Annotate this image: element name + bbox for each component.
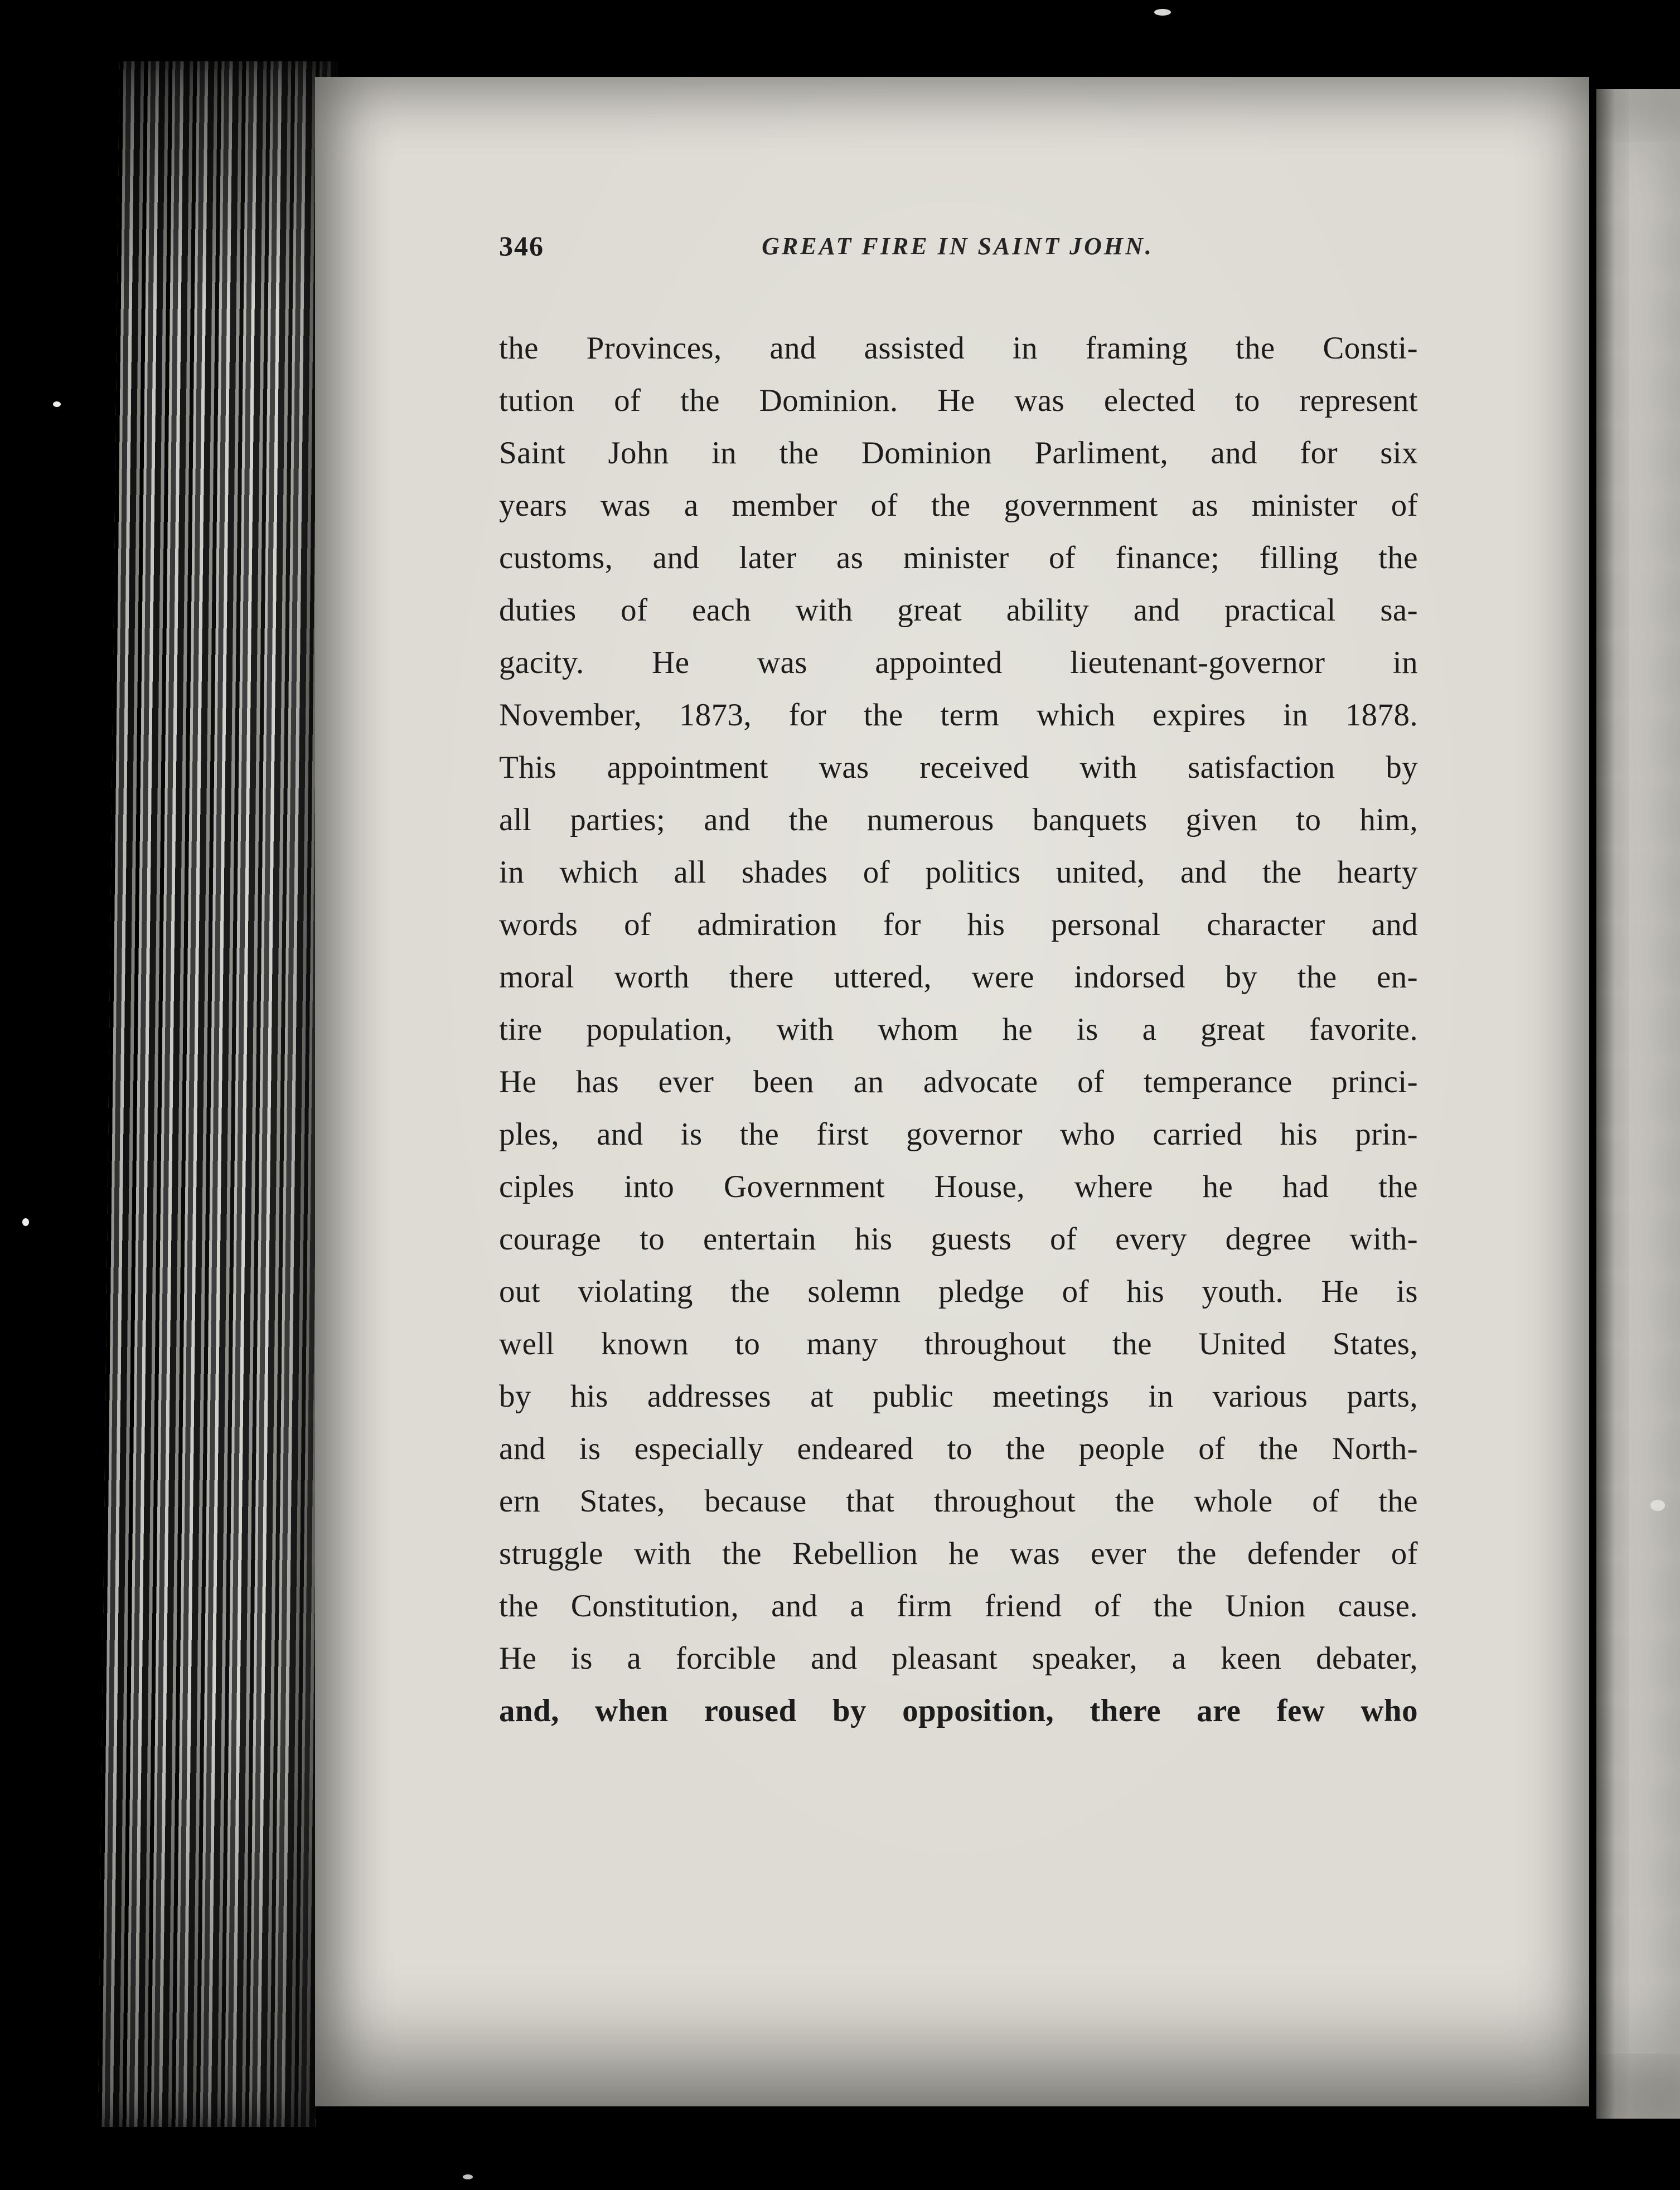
text-line: He has ever been an advocate of temperance princi- [499,1064,1418,1099]
scan-artifact [53,401,61,407]
text-line: by his addresses at public meetings in various parts, [499,1379,1418,1414]
text-line: customs, and later as minister of finance; filling the [499,540,1418,575]
text-line: out violating the solemn pledge of his youth. He is [499,1274,1418,1309]
adjacent-page-edge [1596,89,1680,2119]
text-line: the Constitution, and a firm friend of the Union cause. [499,1588,1418,1624]
text-line: tire population, with whom he is a great favorite. [499,1012,1418,1047]
text-line: in which all shades of politics united, and the hearty [499,855,1418,890]
scan-artifact [1650,1500,1665,1511]
text-line: ern States, because that throughout the whole of the [499,1484,1418,1519]
text-line: tution of the Dominion. He was elected to represent [499,383,1418,418]
text-line: Saint John in the Dominion Parliment, and for six [499,435,1418,471]
text-line: ples, and is the first governor who carried his prin- [499,1117,1418,1152]
text-line: duties of each with great ability and practical sa- [499,593,1418,628]
text-line: the Provinces, and assisted in framing the Consti- [499,331,1418,366]
body-text [499,322,1418,1737]
text-line: courage to entertain his guests of every degree with- [499,1222,1418,1257]
text-line: and, when roused by opposition, there are few who [499,1693,1418,1728]
text-line: He is a forcible and pleasant speaker, a keen debater, [499,1641,1418,1676]
text-line: struggle with the Rebellion he was ever the defender of [499,1536,1418,1571]
page-stack-edges [98,61,337,2127]
text-line: years was a member of the government as minister of [499,488,1418,523]
text-line: ciples into Government House, where he had the [499,1169,1418,1204]
text-line: all parties; and the numerous banquets given to him, [499,802,1418,837]
scan-artifact [1154,9,1171,16]
text-line: well known to many throughout the United States, [499,1326,1418,1362]
page-header-row [499,226,1416,265]
book-page [315,77,1589,2106]
text-line: gacity. He was appointed lieutenant-governor in [499,645,1418,680]
text-line: This appointment was received with satisfaction by [499,750,1418,785]
running-head-title: GREAT FIRE IN SAINT JOHN. [762,232,1154,260]
scan-artifact [463,2174,473,2179]
text-line: November, 1873, for the term which expires in 1878. [499,697,1418,733]
text-line: and is especially endeared to the people of the North- [499,1431,1418,1466]
text-line: words of admiration for his personal character and [499,907,1418,942]
page-number: 346 [499,230,544,261]
text-line: moral worth there uttered, were indorsed by the en- [499,960,1418,995]
scan-artifact [22,1218,29,1226]
